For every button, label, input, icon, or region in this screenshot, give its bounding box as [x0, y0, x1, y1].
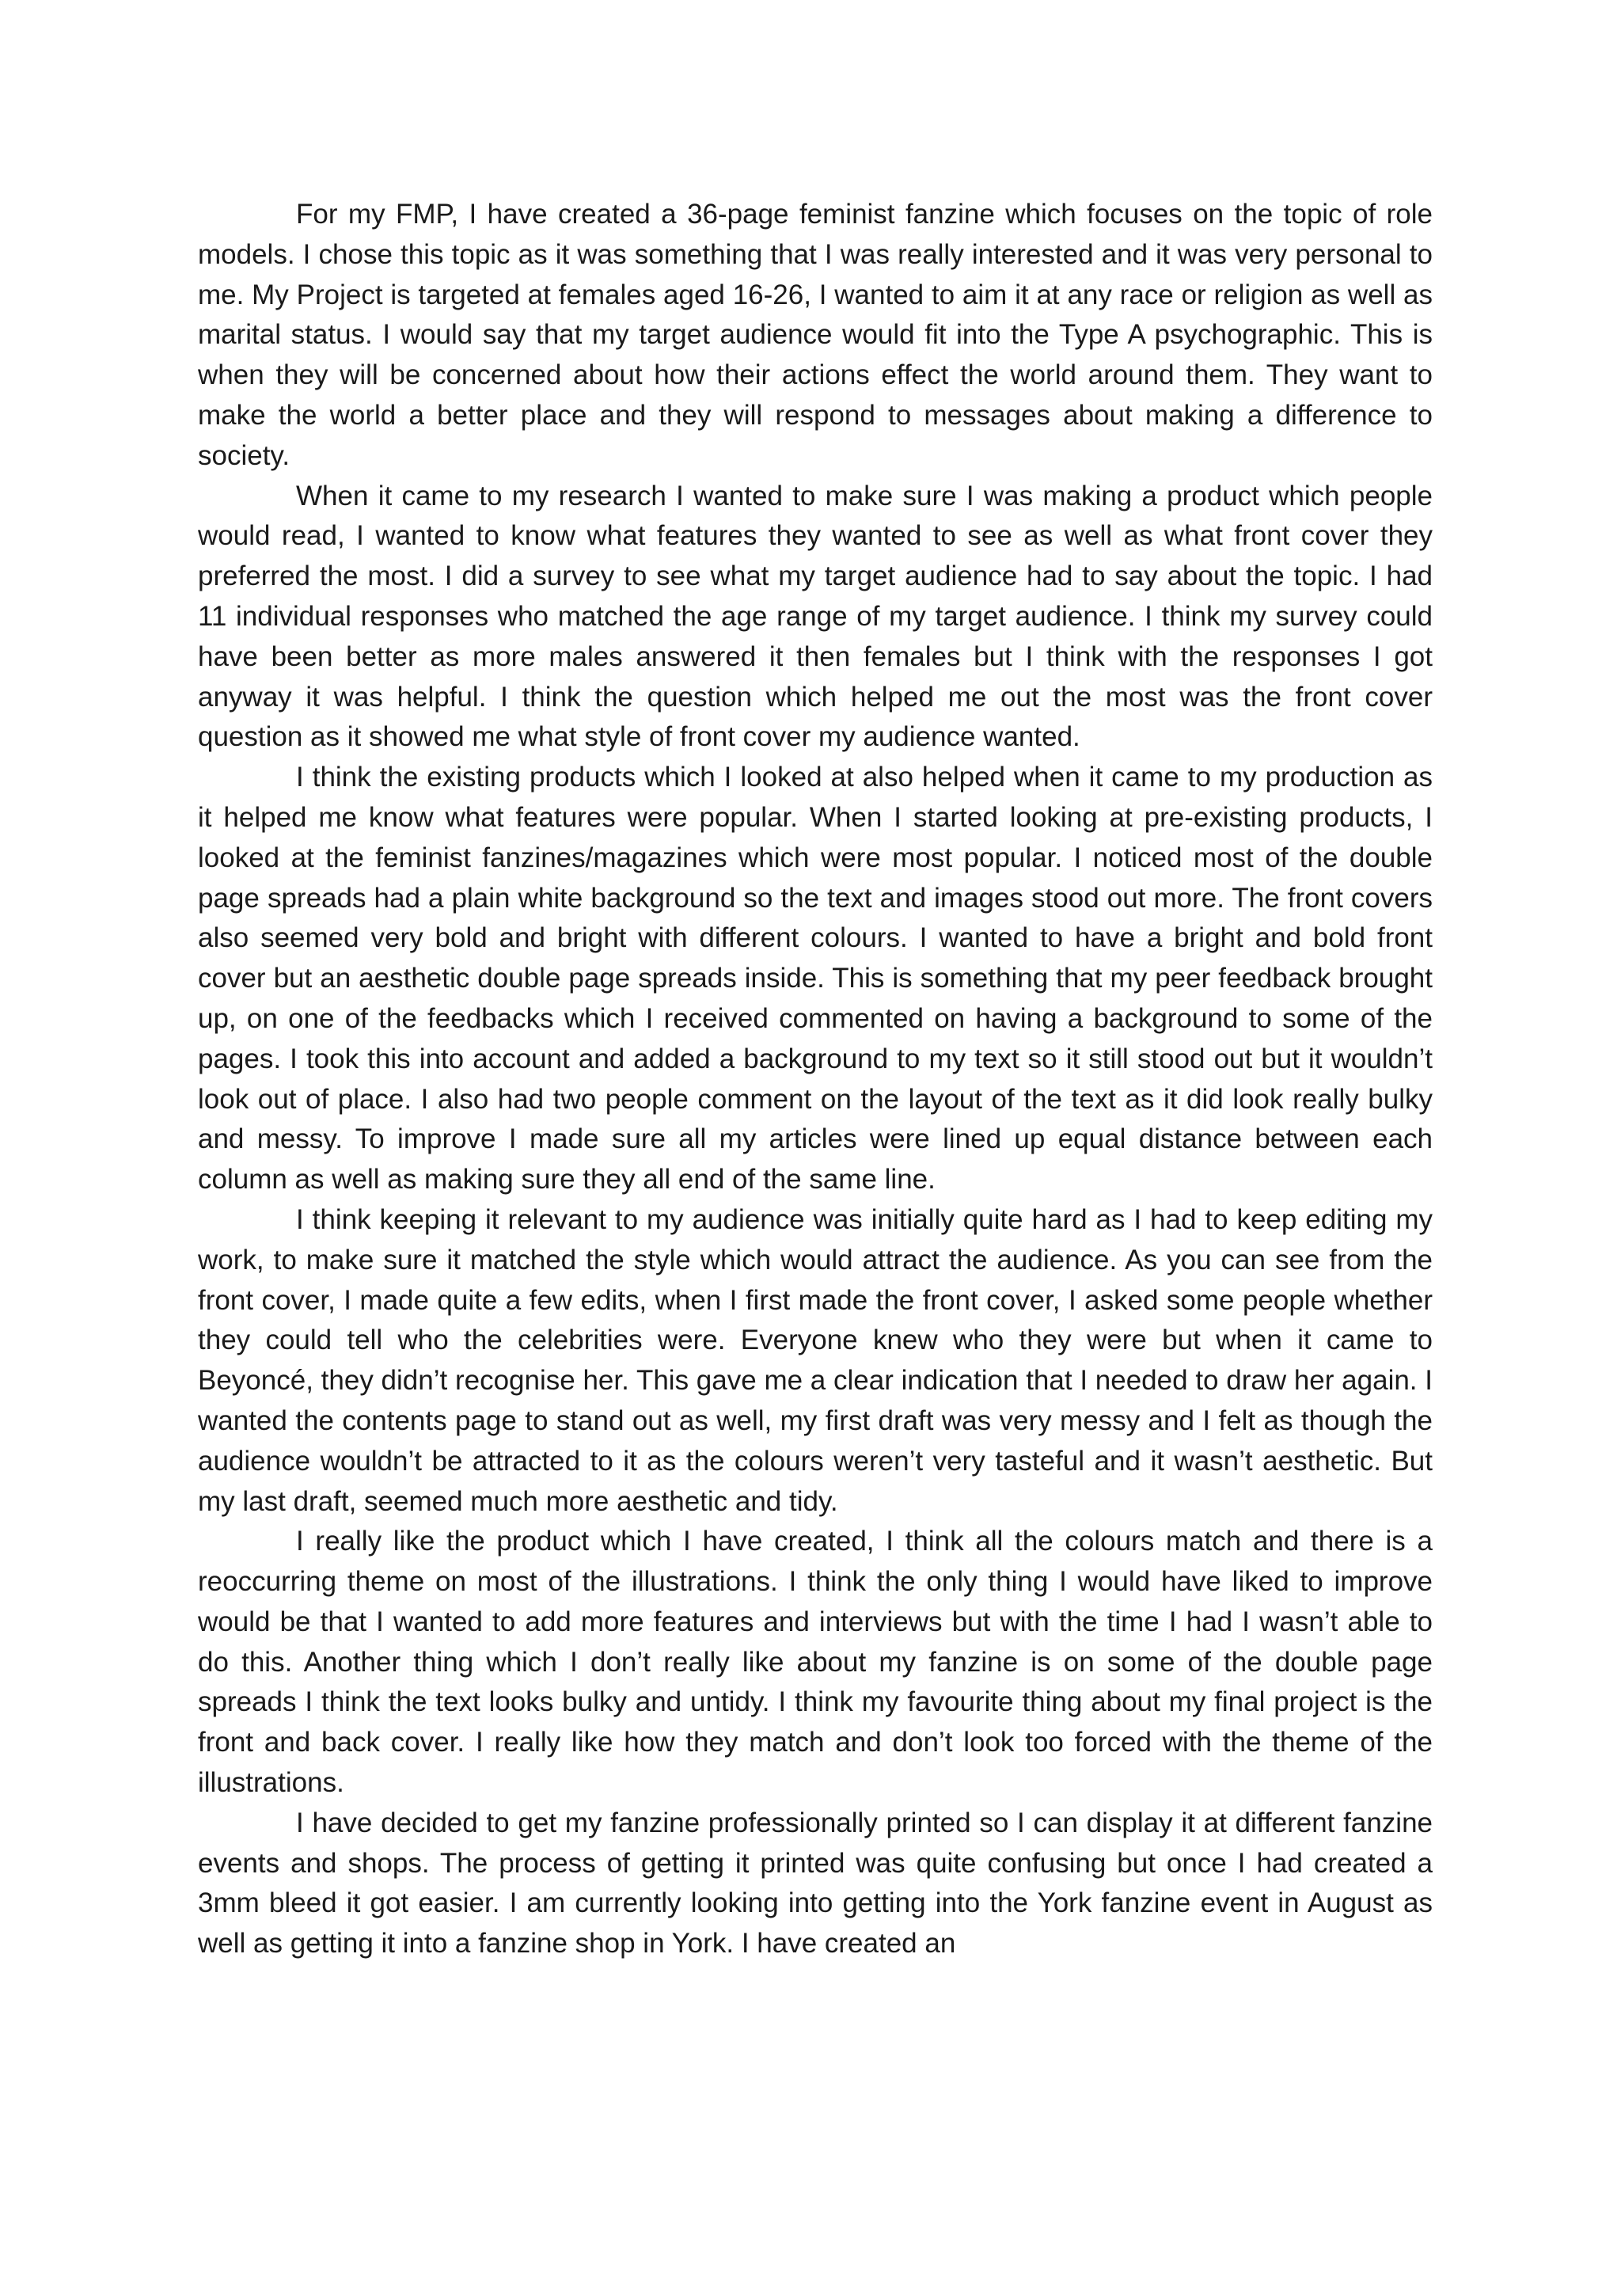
paragraph-existing-products: I think the existing products which I looked at also helped when it came to my production as it helped me know what features were popular. When I started looking at pre-existing products, I looked at the feminist fanzines/magazines which were most popular. I noticed most of the double page spreads had a plain white background so the text and images stood out more. The front covers also seemed very bold and bright with different colours. I wanted to have a bright and bold front cover but an aesthetic double page spreads inside. This is something that my peer feedback brought up, on one of the feedbacks which I received commented on having a background to some of the pages. I took this into account and added a background to my text so it still stood out but it wouldn’t look out of place. I also had two people comment on the layout of the text as it did look really bulky and messy. To improve I made sure all my articles were lined up equal distance between each column as well as making sure they all end of the same line.	[198, 762, 1433, 1196]
paragraph-evaluation: I really like the product which I have created, I think all the colours match and there is a reoccurring theme on most of the illustrations. I think the only thing I would have liked to improve would be that I wanted to add more features and interviews but with the time I had I wasn’t able to do this. Another thing which I don’t really like about my fanzine is on some of the double page spreads I think the text looks bulky and untidy. I think my favourite thing about my final project is the front and back cover. I really like how they match and don’t look too forced with the theme of the illustrations.	[198, 1526, 1433, 1799]
paragraph-research: When it came to my research I wanted to make sure I was making a product which people would read, I wanted to know what features they wanted to see as well as what front cover they preferred the most. I did a survey to see what my target audience had to say about the topic. I had 11 individual responses who matched the age range of my target audience. I think my survey could have been better as more males answered it then females but I think with the responses I got anyway it was helpful. I think the question which helped me out the most was the front cover question as it showed me what style of front cover my audience wanted.	[198, 480, 1433, 753]
paragraph-printing: I have decided to get my fanzine professionally printed so I can display it at different fanzine events and shops. The process of getting it printed was quite confusing but once I had created a 3mm bleed it got easier. I am currently looking into getting into the York fanzine event in August as well as getting it into a fanzine shop in York. I have created an	[198, 1807, 1433, 1960]
paragraph-audience-relevance: I think keeping it relevant to my audience was initially quite hard as I had to keep editing my work, to make sure it matched the style which would attract the audience. As you can see from the front cover, I made quite a few edits, when I first made the front cover, I asked some people whether they could tell who the celebrities were. Everyone knew who they were but when it came to Beyoncé, they didn’t recognise her. This gave me a clear indication that I needed to draw her again. I wanted the contents page to stand out as well, my first draft was very messy and I felt as though the audience wouldn’t be attracted to it as the colours weren’t very tasteful and it wasn’t aesthetic. But my last draft, seemed much more aesthetic and tidy.	[198, 1203, 1433, 1517]
paragraph-intro: For my FMP, I have created a 36-page feminist fanzine which focuses on the topic of role models. I chose this topic as it was something that I was really interested and it was very personal to me. My Project is targeted at females aged 16-26, I wanted to aim it at any race or religion as well as marital status. I would say that my target audience would fit into the Type A psychographic. This is when they will be concerned about how their actions effect the world around them. They want to make the world a better place and they will respond to messages about making a difference to society.	[198, 199, 1433, 471]
document-body	[198, 195, 1433, 1964]
